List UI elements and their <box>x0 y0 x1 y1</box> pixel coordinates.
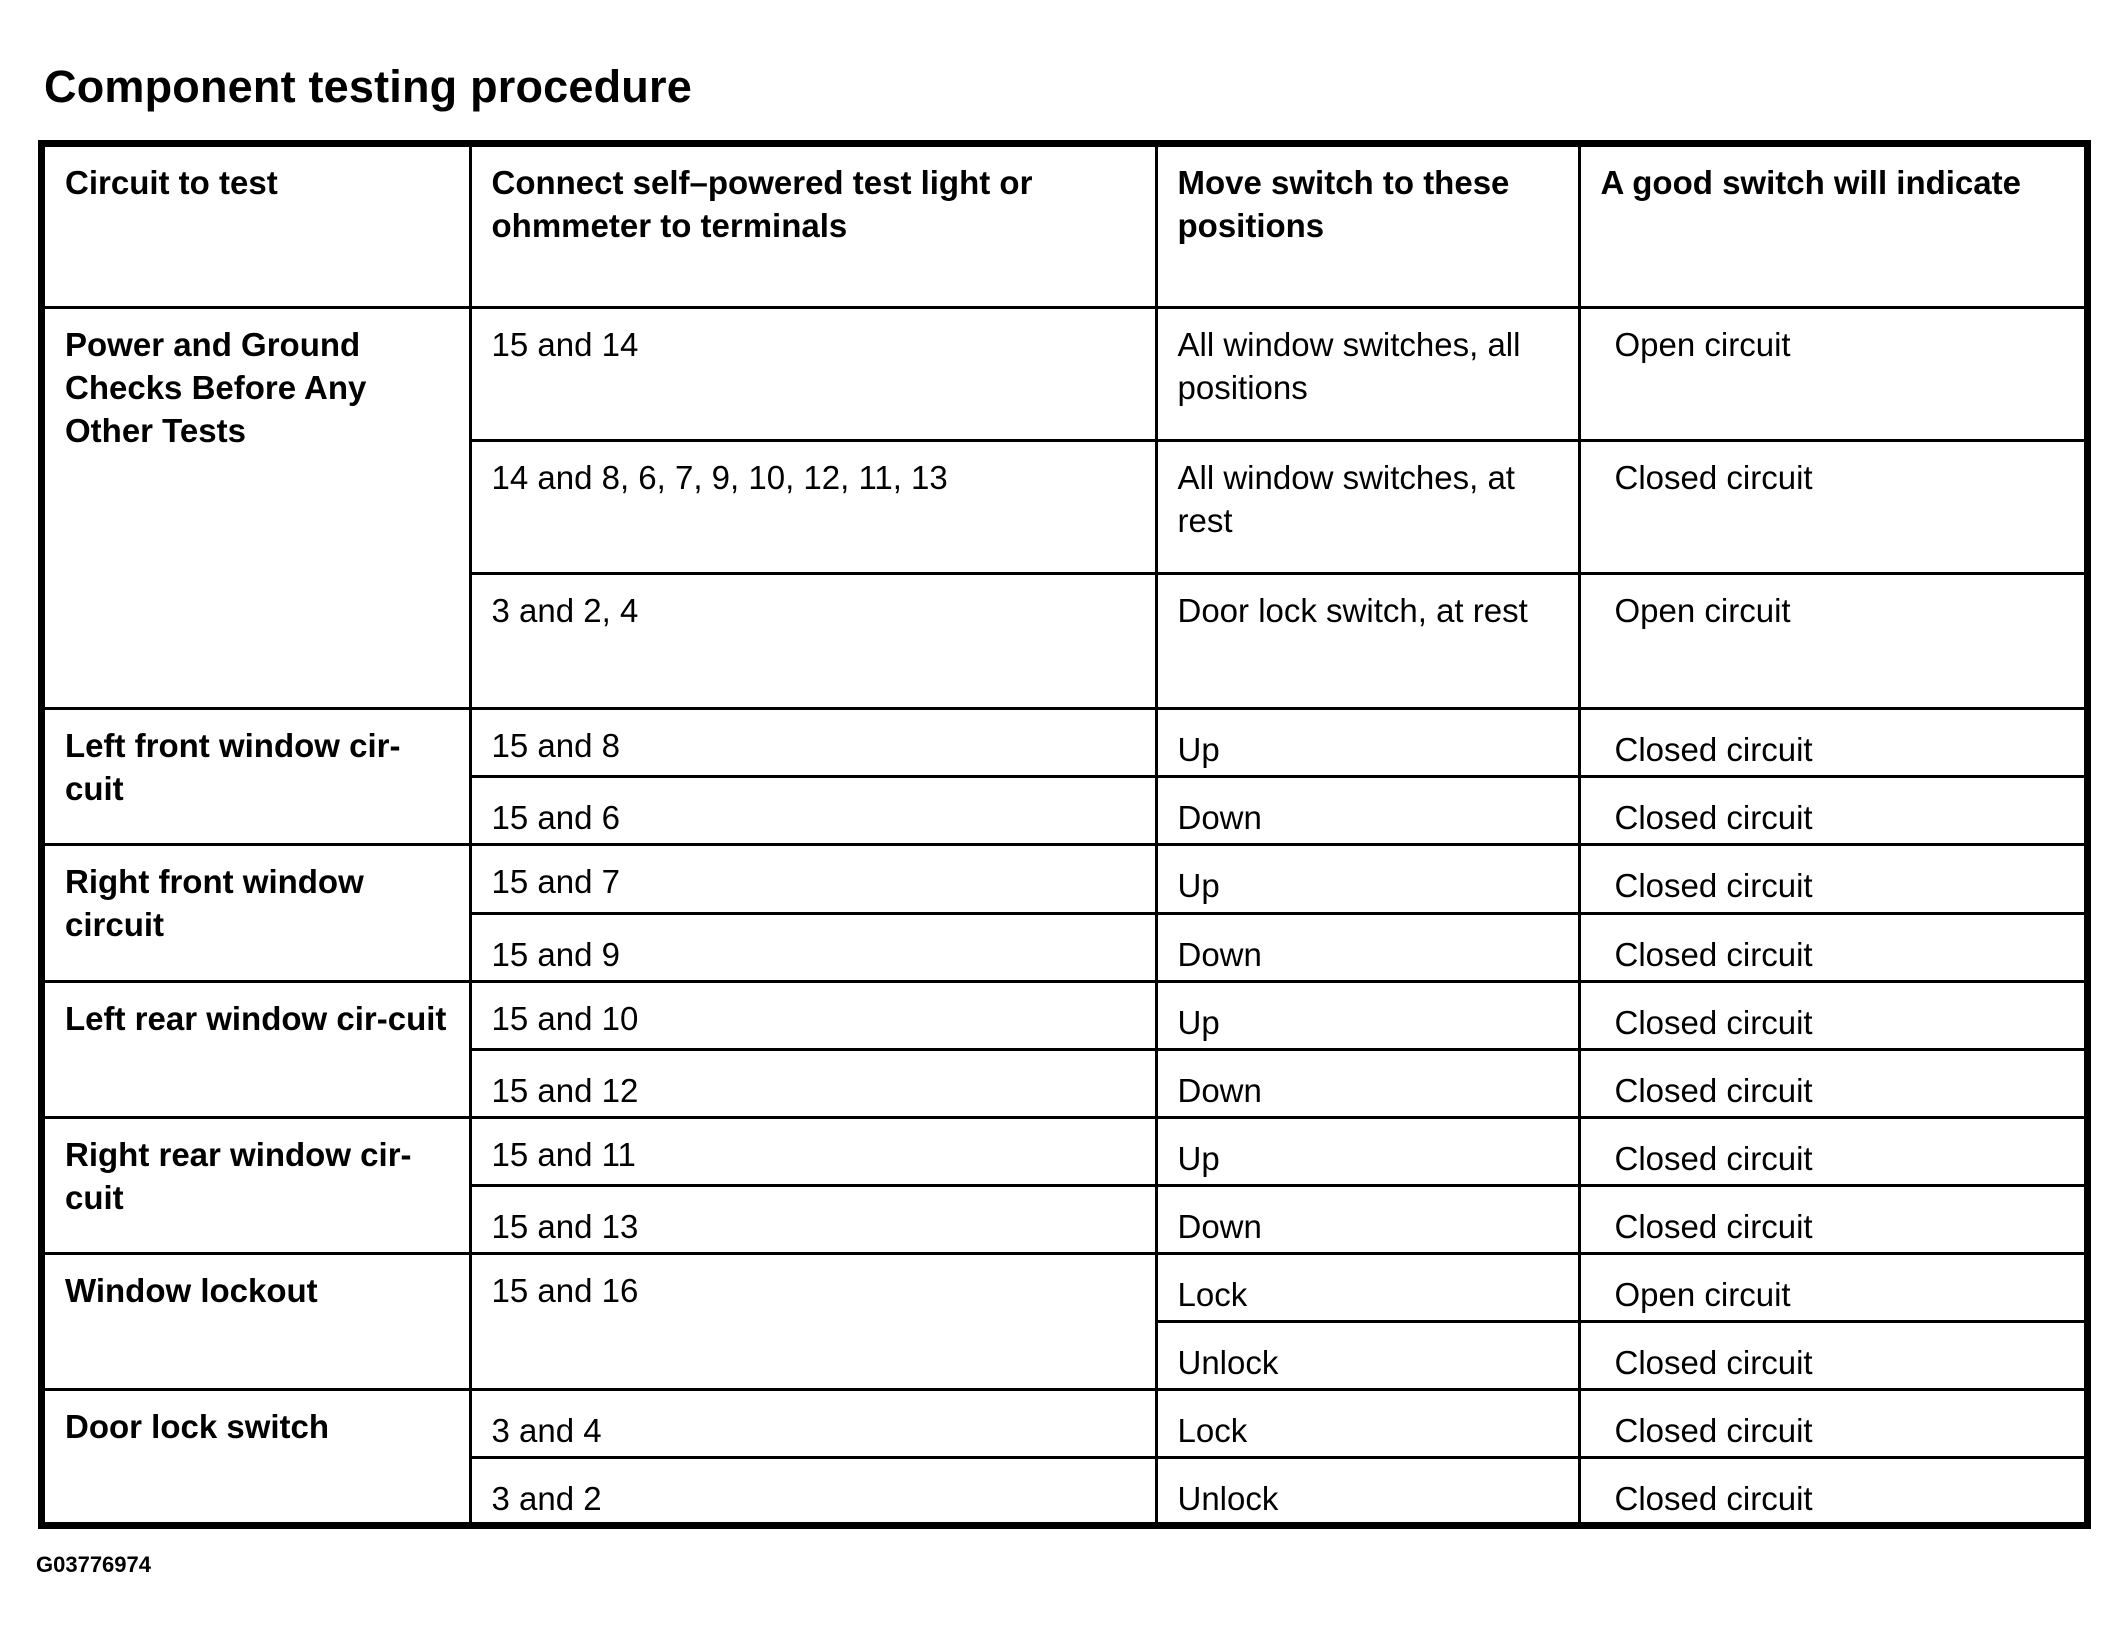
page-title: Component testing procedure <box>44 61 692 112</box>
circuit-door-lock-switch: Door lock switch <box>45 1390 470 1522</box>
position-cell: All window switches, at rest <box>1156 440 1579 573</box>
position-cell: All window switches, all positions <box>1156 307 1579 440</box>
position-cell: Down <box>1156 777 1579 845</box>
table-row <box>45 1117 2084 1185</box>
result-cell: Closed circuit <box>1579 1322 2084 1390</box>
position-cell: Up <box>1156 845 1579 913</box>
position-cell: Up <box>1156 981 1579 1049</box>
terminals-cell: 3 and 4 <box>470 1390 1156 1458</box>
circuit-right-rear-window: Right rear window cir-cuit <box>45 1117 470 1253</box>
header-positions: Move switch to these positions <box>1156 147 1579 307</box>
result-cell: Open circuit <box>1579 574 2084 709</box>
table-row <box>45 981 2084 1049</box>
result-cell: Closed circuit <box>1579 1117 2084 1185</box>
header-indicate: A good switch will indicate <box>1579 147 2084 307</box>
result-cell: Closed circuit <box>1579 1390 2084 1458</box>
position-cell: Lock <box>1156 1390 1579 1458</box>
result-cell: Open circuit <box>1579 1254 2084 1322</box>
result-cell: Closed circuit <box>1579 845 2084 913</box>
result-cell: Closed circuit <box>1579 1049 2084 1117</box>
position-cell: Unlock <box>1156 1322 1579 1390</box>
circuit-left-rear-window: Left rear window cir-cuit <box>45 981 470 1117</box>
terminals-cell: 15 and 14 <box>470 307 1156 440</box>
terminals-cell: 3 and 2 <box>470 1458 1156 1522</box>
result-cell: Closed circuit <box>1579 777 2084 845</box>
table-row <box>45 1254 2084 1322</box>
terminals-cell: 15 and 16 <box>470 1254 1156 1390</box>
terminals-cell: 15 and 7 <box>470 845 1156 913</box>
table-row <box>45 307 2084 440</box>
terminals-cell: 15 and 9 <box>470 913 1156 981</box>
result-cell: Closed circuit <box>1579 1185 2084 1253</box>
circuit-left-front-window: Left front window cir-cuit <box>45 709 470 845</box>
figure-id: G03776974 <box>36 1552 151 1577</box>
position-cell: Door lock switch, at rest <box>1156 574 1579 709</box>
terminals-cell: 3 and 2, 4 <box>470 574 1156 709</box>
header-terminals: Connect self–powered test light or ohmmeter to terminals <box>470 147 1156 307</box>
table-row <box>45 1390 2084 1458</box>
terminals-cell: 15 and 11 <box>470 1117 1156 1185</box>
result-cell: Closed circuit <box>1579 981 2084 1049</box>
circuit-right-front-window: Right front window circuit <box>45 845 470 981</box>
terminals-cell: 15 and 10 <box>470 981 1156 1049</box>
result-cell: Closed circuit <box>1579 709 2084 777</box>
result-cell: Closed circuit <box>1579 440 2084 573</box>
position-cell: Down <box>1156 913 1579 981</box>
position-cell: Down <box>1156 1185 1579 1253</box>
position-cell: Up <box>1156 709 1579 777</box>
component-testing-table <box>38 140 2091 1529</box>
position-cell: Down <box>1156 1049 1579 1117</box>
terminals-cell: 15 and 13 <box>470 1185 1156 1253</box>
terminals-cell: 15 and 8 <box>470 709 1156 777</box>
terminals-cell: 14 and 8, 6, 7, 9, 10, 12, 11, 13 <box>470 440 1156 573</box>
result-cell: Open circuit <box>1579 307 2084 440</box>
header-row <box>45 147 2084 307</box>
result-cell: Closed circuit <box>1579 913 2084 981</box>
terminals-cell: 15 and 6 <box>470 777 1156 845</box>
circuit-window-lockout: Window lockout <box>45 1254 470 1390</box>
table-row <box>45 709 2084 777</box>
position-cell: Lock <box>1156 1254 1579 1322</box>
circuit-power-ground: Power and Ground Checks Before Any Other Tests <box>45 307 470 709</box>
position-cell: Unlock <box>1156 1458 1579 1522</box>
header-circuit: Circuit to test <box>45 147 470 307</box>
terminals-cell: 15 and 12 <box>470 1049 1156 1117</box>
position-cell: Up <box>1156 1117 1579 1185</box>
table-row <box>45 845 2084 913</box>
result-cell: Closed circuit <box>1579 1458 2084 1522</box>
